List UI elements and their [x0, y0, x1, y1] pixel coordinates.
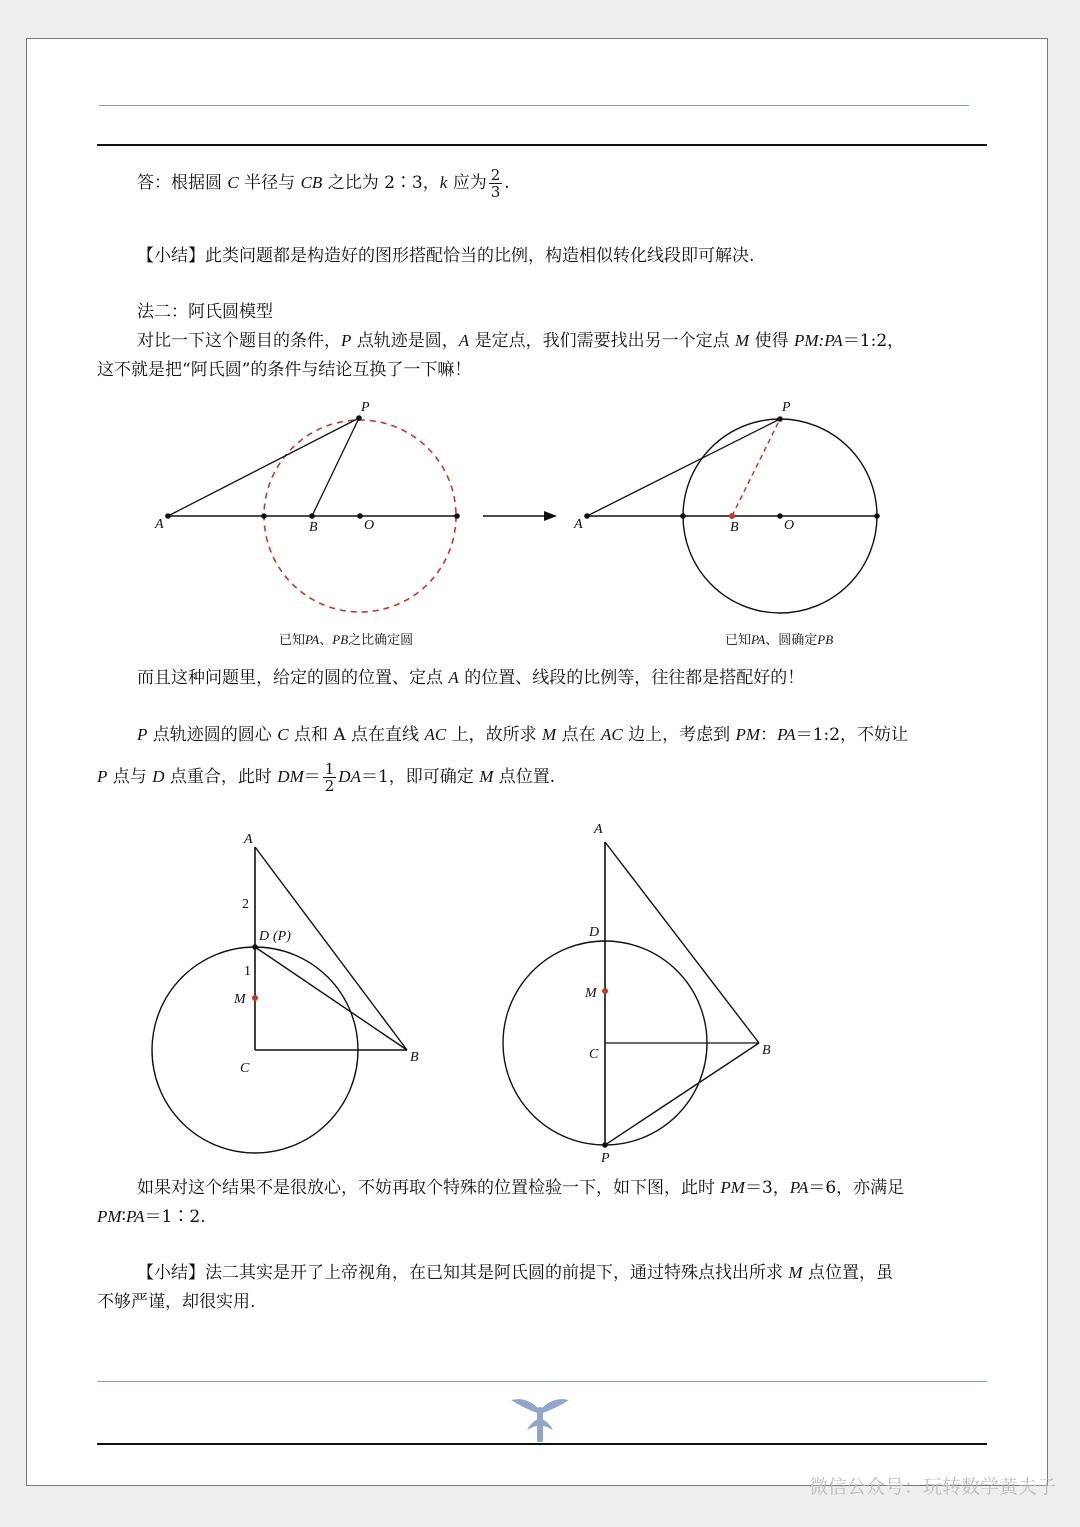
label-A-right: A	[574, 517, 583, 532]
label-B-left: B	[309, 520, 318, 535]
watermark: 微信公众号：玩转数学黄夫子	[808, 1476, 1056, 1498]
label-D-P: (P)	[273, 929, 291, 944]
label-length-2: 2	[242, 897, 249, 912]
caption-right: 已知PA、圆确定PB	[725, 632, 834, 648]
label-D: D	[259, 929, 270, 944]
label-M-fig2-left: M	[234, 992, 246, 1007]
transform-arrow	[483, 511, 557, 521]
label-A-fig2-right: A	[594, 822, 603, 837]
paragraph-1-line-1: 对比一下这个题目的条件，P 点轨迹是圆，A 是定点，我们需要找出另一个定点 M 使得 PM:PA＝1:2，	[137, 331, 905, 351]
label-C-fig2-right: C	[589, 1047, 599, 1062]
label-P-left: P	[361, 400, 370, 415]
label-D-fig2-right: D	[589, 925, 600, 940]
logo-icon	[507, 1392, 573, 1442]
label-P-fig2-right: P	[601, 1151, 610, 1166]
paragraph-4-line-2: PM∶PA＝1∶2.	[97, 1207, 206, 1227]
label-O-left: O	[364, 518, 375, 533]
label-O-right: O	[784, 518, 795, 533]
paragraph-3-line-1: P 点轨迹圆的圆心 C 点和 A 点在直线 AC 上，故所求 M 点在 AC 边上，考虑到 PM：PA＝1:2，不妨让	[137, 725, 909, 745]
paragraph-2: 而且这种问题里，给定的圆的位置、定点 A 的位置、线段的比例等，往往都是搭配好的！	[137, 668, 805, 688]
label-B-fig2-left: B	[410, 1050, 419, 1065]
label-M-fig2-right: M	[585, 986, 597, 1001]
label-A-left: A	[155, 517, 164, 532]
summary-1: 【小结】此类问题都是构造好的图形搭配恰当的比例，构造相似转化线段即可解决.	[137, 246, 755, 266]
left-triangle-diagram	[152, 832, 419, 1153]
document-page	[26, 38, 1048, 1486]
label-A-fig2-left: A	[244, 832, 253, 847]
label-B-fig2-right: B	[762, 1043, 771, 1058]
paragraph-1-line-2: 这不就是把“阿氏圆”的条件与结论互换了一下嘛！	[97, 360, 472, 380]
caption-left: 已知PA、PB之比确定圆	[279, 632, 414, 648]
method2-title: 法二：阿氏圆模型	[137, 302, 273, 322]
answer-line: 答：根据圆 C 半径与 CB 之比为 2∶3，k 应为 $\frac{2}{3}$ .	[137, 166, 510, 201]
fraction-one-half: $\frac{1}{2}$	[324, 760, 335, 795]
summary-2-line-1: 【小结】法二其实是开了上帝视角，在已知其是阿氏圆的前提下，通过特殊点找出所求 M 点位置，虽	[137, 1263, 893, 1283]
figure-apollonius-circle	[127, 391, 927, 651]
figure-special-positions	[127, 814, 827, 1174]
label-length-1: 1	[244, 964, 251, 979]
paragraph-3-line-2: P 点与 D 点重合，此时 DM＝ $\frac{1}{2}$ DA＝1，即可确定 M 点位置.	[97, 760, 556, 795]
fraction-two-thirds: $\frac{2}{3}$	[490, 166, 501, 201]
footer-accent-rule	[97, 1381, 987, 1382]
header-accent-rule	[99, 105, 969, 106]
label-B-right: B	[730, 520, 739, 535]
label-P-right: P	[782, 400, 791, 415]
summary-2-line-2: 不够严谨，却很实用.	[97, 1292, 256, 1312]
left-diagram	[154, 400, 460, 612]
header-rule	[97, 144, 987, 146]
label-C-fig2-left: C	[240, 1061, 250, 1076]
right-triangle-diagram	[503, 822, 771, 1166]
paragraph-4-line-1: 如果对这个结果不是很放心，不妨再取个特殊的位置检验一下，如下图，此时 PM＝3，PA＝6，亦满足	[137, 1178, 905, 1198]
right-diagram	[573, 400, 880, 613]
footer-rule	[97, 1443, 987, 1445]
